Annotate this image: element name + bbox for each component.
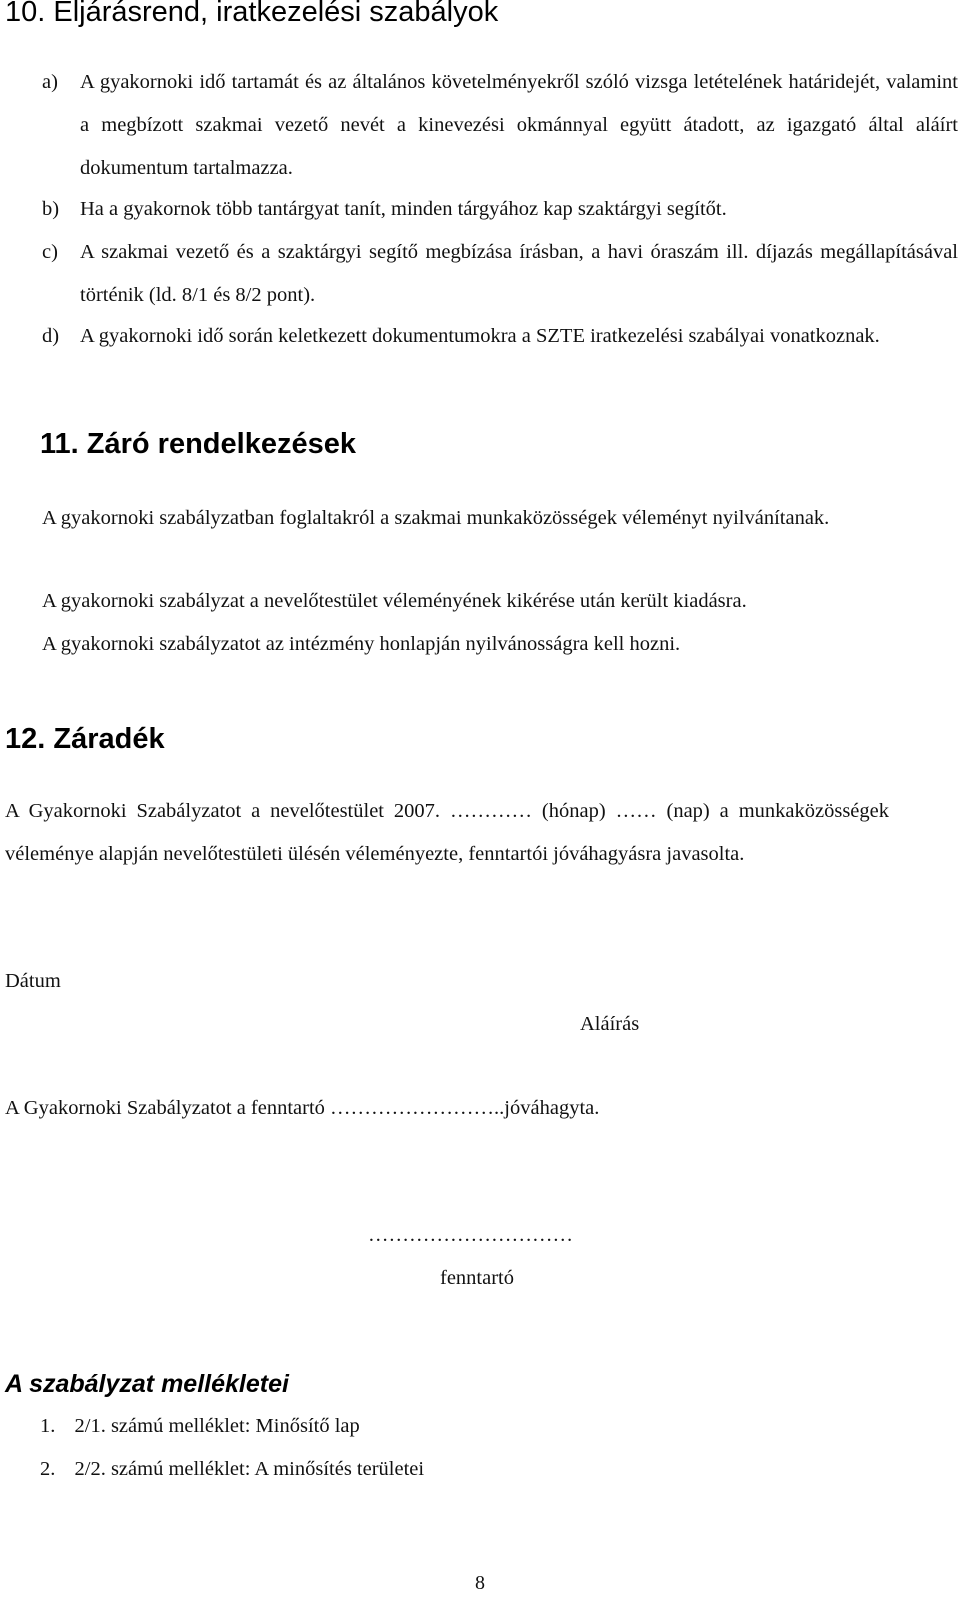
- list-item-c: [42, 231, 958, 317]
- list-label: b): [42, 198, 60, 220]
- paragraph: A gyakornoki szabályzat a nevelőtestület véleményének kikérése után került kiadásra.: [42, 590, 747, 612]
- section-12-heading: 12. Záradék: [5, 723, 165, 755]
- appendix-text: 2/1. számú melléklet: Minősítő lap: [74, 1415, 360, 1437]
- appendix-number: 1.: [40, 1415, 56, 1437]
- appendix-text: 2/2. számú melléklet: A minősítés területei: [74, 1458, 425, 1480]
- list-text: A szakmai vezető és a szaktárgyi segítő megbízása írásban, a havi óraszám ill. díjazás megállapításával történik (ld. 8/1 és 8/2 pont).: [80, 241, 958, 306]
- paragraph: A gyakornoki szabályzatban foglaltakról a szakmai munkaközösségek véleményt nyilvánítanak.: [42, 507, 830, 529]
- owner-label: fenntartó: [440, 1267, 514, 1289]
- list-text: Ha a gyakornok több tantárgyat tanít, minden tárgyához kap szaktárgyi segítőt.: [80, 198, 727, 220]
- paragraph: A gyakornoki szabályzatot az intézmény honlapján nyilvánosságra kell hozni.: [42, 633, 681, 655]
- list-item-b: [42, 188, 958, 231]
- appendix-item: [40, 1448, 424, 1491]
- page-number: 8: [475, 1572, 485, 1594]
- appendix-item: [40, 1405, 360, 1448]
- list-item-a: [42, 61, 958, 190]
- date-label: Dátum: [5, 970, 61, 992]
- appendices-heading: A szabályzat mellékletei: [5, 1370, 289, 1398]
- list-item-d: [42, 315, 958, 358]
- list-label: c): [42, 241, 58, 263]
- list-text: A gyakornoki idő tartamát és az általános követelményekről szóló vizsga letételének határidejét, valamint a megbízott szakmai vezető nevét a kinevezési okmánnyal együtt átadott, az igazgató által aláírt dokumentum tartalmazza.: [80, 71, 958, 179]
- closing-paragraph: A Gyakornoki Szabályzatot a nevelőtestület 2007. ………… (hónap) …… (nap) a munkaközösségek véleménye alapján nevelőtestületi ülésén véleményezte, fenntartói jóváhagyásra javasolta.: [5, 800, 889, 865]
- list-label: d): [42, 325, 60, 347]
- signature-dots: …………………………: [368, 1224, 573, 1246]
- appendix-number: 2.: [40, 1458, 56, 1480]
- approval-line: A Gyakornoki Szabályzatot a fenntartó ……………………..jóváhagyta.: [5, 1097, 600, 1119]
- section-10-heading: 10. Eljárásrend, iratkezelési szabályok: [5, 0, 499, 28]
- list-text: A gyakornoki idő során keletkezett dokumentumokra a SZTE iratkezelési szabályai vonatkoznak.: [80, 325, 880, 347]
- list-label: a): [42, 71, 58, 93]
- section-11-heading: 11. Záró rendelkezések: [40, 428, 356, 460]
- signature-label: Aláírás: [580, 1013, 640, 1035]
